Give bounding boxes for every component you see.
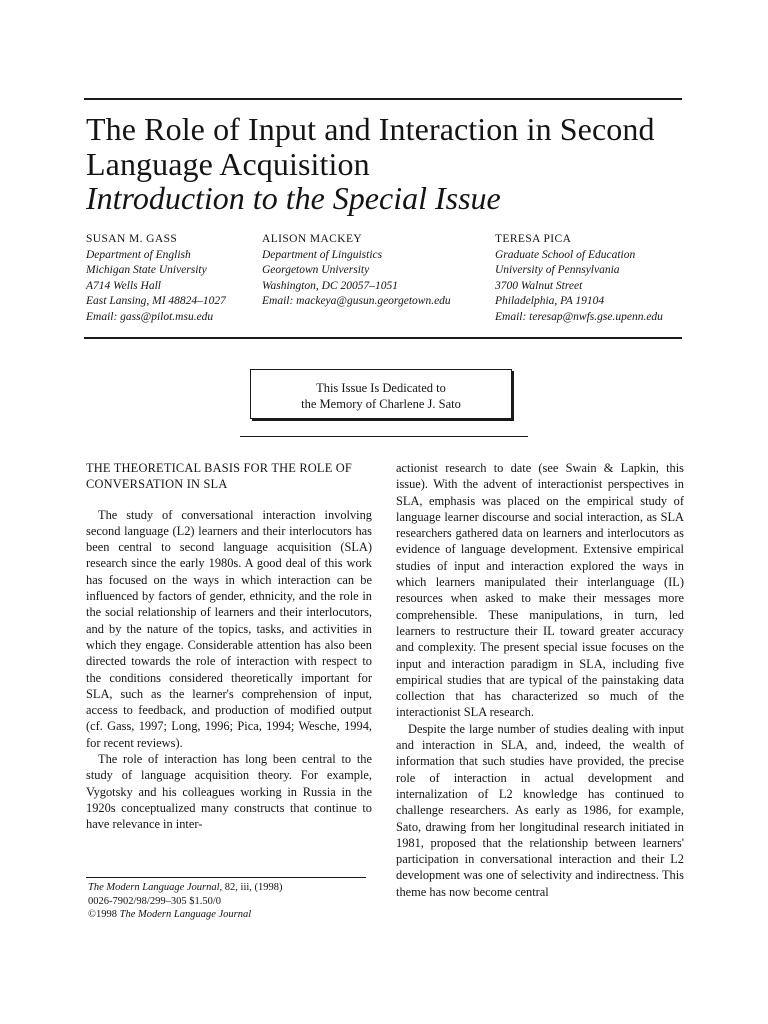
body-paragraph: The role of interaction has long been central to the study of language acquisition theory. For example, Vygotsky and his colleagues working in Russia in the 1920s conceptualized many constructs that continue to have relevance in inter- [86, 752, 372, 832]
header-divider [84, 337, 682, 339]
citation-details: , 82, iii, (1998) [219, 882, 283, 893]
dedication-rule [240, 436, 528, 437]
body-paragraph: Despite the large number of studies dealing with input and interaction in SLA, and, indeed, the wealth of information that such studies have provided, the precise role of interaction in actual development and internalization of L2 knowledge has continued to challenge researchers. As early as 1986, for example, Sato, drawing from her longitudinal research initiated in 1981, proposed that the relationship between learners' participation in conversational interaction and their L2 development was one of selectivity and indirectness. This theme has now become central [396, 721, 684, 899]
author-department: Department of English [86, 248, 191, 261]
author-city: East Lansing, MI 48824–1027 [86, 295, 226, 308]
author-institution: Georgetown University [262, 264, 370, 277]
article-subtitle: Introduction to the Special Issue [86, 180, 501, 216]
body-column-left [86, 460, 372, 833]
author-address: 3700 Walnut Street [495, 279, 583, 292]
body-paragraph: The study of conversational interaction involving second language (L2) learners and their interlocutors has been central to second language acquisition (SLA) research since the early 1980s. A good deal of this work has focused on the ways in which interaction can be influenced by factors of gender, ethnicity, and the role in the social relationship of learners and their interlocutors, and by the nature of the topics, tasks, and activities in which they engage. Considerable attention has also been directed towards the role of interaction with respect to the conditions considered theoretically important for SLA, such as the learner's comprehension of input, access to feedback, and production of modified output (cf. Gass, 1997; Long, 1996; Pica, 1994; Wesche, 1994, for recent reviews). [86, 507, 372, 750]
issn-line: 0026-7902/98/299–305 $1.50/0 [88, 895, 221, 907]
copyright-line [88, 908, 378, 922]
dedication-line: the Memory of Charlene J. Sato [301, 397, 461, 411]
dedication-line: This Issue Is Dedicated to [316, 381, 446, 395]
author-city: Washington, DC 20057–1051 [262, 279, 398, 292]
top-rule [84, 98, 682, 100]
author-institution: Michigan State University [86, 264, 207, 277]
author-institution: University of Pennsylvania [495, 264, 620, 277]
author-block-pica [495, 232, 695, 326]
author-city: Philadelphia, PA 19104 [495, 295, 605, 308]
author-email: Email: teresap@nwfs.gse.upenn.edu [495, 310, 663, 323]
author-department: Department of Linguistics [262, 248, 383, 261]
footnote-rule [86, 877, 366, 878]
author-email: Email: mackeya@gusun.georgetown.edu [262, 295, 451, 308]
copyright-journal: The Modern Language Journal [119, 909, 252, 921]
author-address: A714 Wells Hall [86, 279, 161, 292]
author-block-gass [86, 232, 261, 326]
body-paragraph: actionist research to date (see Swain & Lapkin, this issue). With the advent of interactionist perspectives in SLA, emphasis was placed on the empirical study of language learner discourse and social interaction, as SLA researchers gathered data on learners and interlocutors as evidence of language development. Extensive empirical studies of input and interaction explored the ways in which learners manipulated their interlanguage (IL) resources when asked to make their messages more comprehensible. These manipulations, in turn, led learners to restructure their IL toward greater accuracy and complexity. The present special issue focuses on the input and interaction paradigm in SLA, including five empirical studies that are typical of the painstaking data collection that has characterized so much of the interactionist SLA research. [396, 461, 684, 720]
dedication-box [250, 369, 512, 419]
section-heading: THE THEORETICAL BASIS FOR THE ROLE OF CONVERSATION IN SLA [86, 461, 353, 492]
article-title: The Role of Input and Interaction in Second Language Acquisition [86, 111, 655, 182]
author-department: Graduate School of Education [495, 248, 636, 261]
copyright-symbol: ©1998 [88, 909, 120, 921]
author-name: TERESA PICA [495, 233, 572, 245]
journal-name: The Modern Language Journal [88, 882, 220, 893]
citation-line [88, 881, 378, 895]
author-block-mackey [262, 232, 492, 310]
author-name: ALISON MACKEY [262, 233, 363, 245]
author-email: Email: gass@pilot.msu.edu [86, 310, 214, 323]
author-name: SUSAN M. GASS [86, 233, 178, 245]
body-column-right [396, 460, 684, 900]
publication-footnote [88, 881, 378, 922]
